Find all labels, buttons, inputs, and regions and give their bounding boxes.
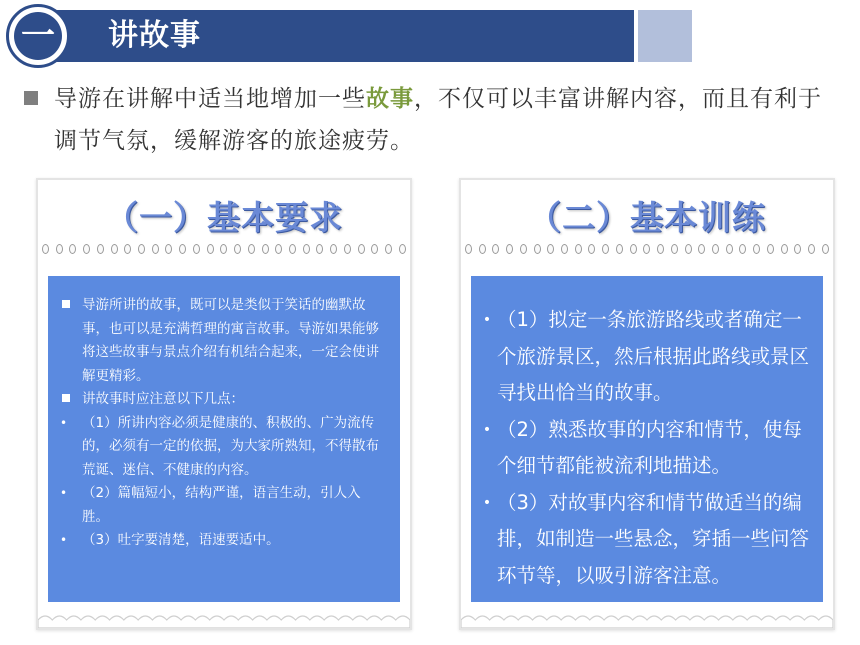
ring-icon bbox=[42, 244, 49, 254]
ring-icon bbox=[588, 244, 595, 254]
ring-icon bbox=[575, 244, 582, 254]
ring-icon bbox=[685, 244, 692, 254]
ring-icon bbox=[767, 244, 774, 254]
ring-icon bbox=[220, 244, 227, 254]
scalloped-edge bbox=[38, 614, 410, 628]
ring-icon bbox=[358, 244, 365, 254]
ring-icon bbox=[316, 244, 323, 254]
ring-icon bbox=[808, 244, 815, 254]
basic-training-card bbox=[459, 178, 835, 630]
ring-icon bbox=[330, 244, 337, 254]
ring-icon bbox=[492, 244, 499, 254]
ring-icon bbox=[671, 244, 678, 254]
intro-highlight: 故事 bbox=[366, 86, 414, 112]
ring-icon bbox=[385, 244, 392, 254]
ring-icon bbox=[289, 244, 296, 254]
ring-icon bbox=[465, 244, 472, 254]
ring-icon bbox=[506, 244, 513, 254]
list-item bbox=[477, 412, 809, 485]
ring-icon bbox=[138, 244, 145, 254]
section-number-badge bbox=[6, 4, 70, 68]
intro-text-after: ，不仅可以丰富讲解内容，而且有利于调节气氛，缓解游客的旅途疲劳。 bbox=[54, 86, 822, 154]
ring-icon bbox=[83, 244, 90, 254]
ring-icon bbox=[262, 244, 269, 254]
list-item bbox=[477, 302, 809, 412]
ring-icon bbox=[712, 244, 719, 254]
list-item bbox=[477, 485, 809, 595]
ring-icon bbox=[657, 244, 664, 254]
ring-icon bbox=[698, 244, 705, 254]
dot-bullet-icon: • bbox=[482, 494, 492, 511]
ring-icon bbox=[547, 244, 554, 254]
square-bullet-icon bbox=[60, 294, 82, 388]
list-item-text: （1）拟定一条旅游路线或者确定一个旅游景区，然后根据此路线或景区寻找出恰当的故事。 bbox=[497, 308, 810, 404]
ring-icon bbox=[69, 244, 76, 254]
ring-icon bbox=[739, 244, 746, 254]
ring-icon bbox=[97, 244, 104, 254]
ring-icon bbox=[111, 244, 118, 254]
list-item bbox=[60, 388, 386, 412]
ring-icon bbox=[193, 244, 200, 254]
ring-icon bbox=[234, 244, 241, 254]
list-item-text: （2）篇幅短小，结构严谨，语言生动，引人入胜。 bbox=[82, 485, 361, 525]
card-title: （一）基本要求 bbox=[105, 198, 343, 237]
scallop-path bbox=[461, 616, 833, 628]
ring-icon bbox=[207, 244, 214, 254]
ring-icon bbox=[479, 244, 486, 254]
ring-icon bbox=[344, 244, 351, 254]
ring-icon bbox=[56, 244, 63, 254]
ring-icon bbox=[248, 244, 255, 254]
card-title: （二）基本训练 bbox=[528, 198, 766, 237]
ring-icon bbox=[822, 244, 829, 254]
section-number: 一 bbox=[14, 12, 62, 60]
list-item bbox=[60, 294, 386, 388]
ring-icon bbox=[602, 244, 609, 254]
intro-paragraph bbox=[24, 78, 834, 162]
list-item-text: 讲故事时应注意以下几点： bbox=[82, 391, 244, 407]
ring-icon bbox=[794, 244, 801, 254]
intro-text bbox=[54, 78, 834, 162]
ring-icon bbox=[165, 244, 172, 254]
ring-icon bbox=[726, 244, 733, 254]
ring-icon bbox=[534, 244, 541, 254]
training-content bbox=[471, 276, 823, 602]
basic-requirements-card bbox=[36, 178, 412, 630]
list-item bbox=[60, 482, 386, 529]
ring-icon bbox=[616, 244, 623, 254]
list-item-text: （2）熟悉故事的内容和情节，使每个细节都能被流利地描述。 bbox=[497, 417, 802, 477]
section-title: 讲故事 bbox=[108, 18, 201, 53]
ring-icon bbox=[520, 244, 527, 254]
ring-icon bbox=[179, 244, 186, 254]
notebook-rings bbox=[42, 244, 406, 256]
list-item-text: （3）吐字要清楚，语速要适中。 bbox=[82, 532, 280, 548]
list-item-text: 导游所讲的故事，既可以是类似于笑话的幽默故事，也可以是充满哲理的寓言故事。导游如果能够将这些故事与景点介绍有机结合起来，一定会使讲解更精彩。 bbox=[82, 297, 379, 384]
list-item-text: （3）对故事内容和情节做适当的编排，如制造一些悬念，穿插一些问答环节等，以吸引游客注意。 bbox=[497, 490, 810, 587]
ring-icon bbox=[371, 244, 378, 254]
scalloped-edge bbox=[461, 614, 833, 628]
dot-bullet-icon: • bbox=[482, 421, 492, 438]
notebook-rings bbox=[465, 244, 829, 256]
header-accent-block bbox=[638, 10, 692, 62]
list-item bbox=[60, 529, 386, 553]
requirements-content bbox=[48, 276, 400, 602]
list-item-text: （1）所讲内容必须是健康的、积极的、广为流传的，必须有一定的依据，为大家所熟知，不得散布荒诞、迷信、不健康的内容。 bbox=[82, 414, 379, 478]
square-bullet-icon bbox=[24, 91, 38, 105]
ring-icon bbox=[753, 244, 760, 254]
dot-bullet-icon: • bbox=[60, 533, 68, 547]
list-item bbox=[60, 412, 386, 483]
ring-icon bbox=[630, 244, 637, 254]
ring-icon bbox=[561, 244, 568, 254]
dot-bullet-icon: • bbox=[60, 486, 68, 500]
ring-icon bbox=[303, 244, 310, 254]
ring-icon bbox=[124, 244, 131, 254]
ring-icon bbox=[275, 244, 282, 254]
intro-text-before: 导游在讲解中适当地增加一些 bbox=[54, 86, 366, 112]
dot-bullet-icon: • bbox=[60, 415, 68, 430]
ring-icon bbox=[399, 244, 406, 254]
ring-icon bbox=[152, 244, 159, 254]
ring-icon bbox=[643, 244, 650, 254]
scallop-path bbox=[38, 616, 410, 628]
ring-icon bbox=[781, 244, 788, 254]
dot-bullet-icon: • bbox=[482, 312, 492, 328]
square-bullet-icon bbox=[60, 388, 82, 412]
